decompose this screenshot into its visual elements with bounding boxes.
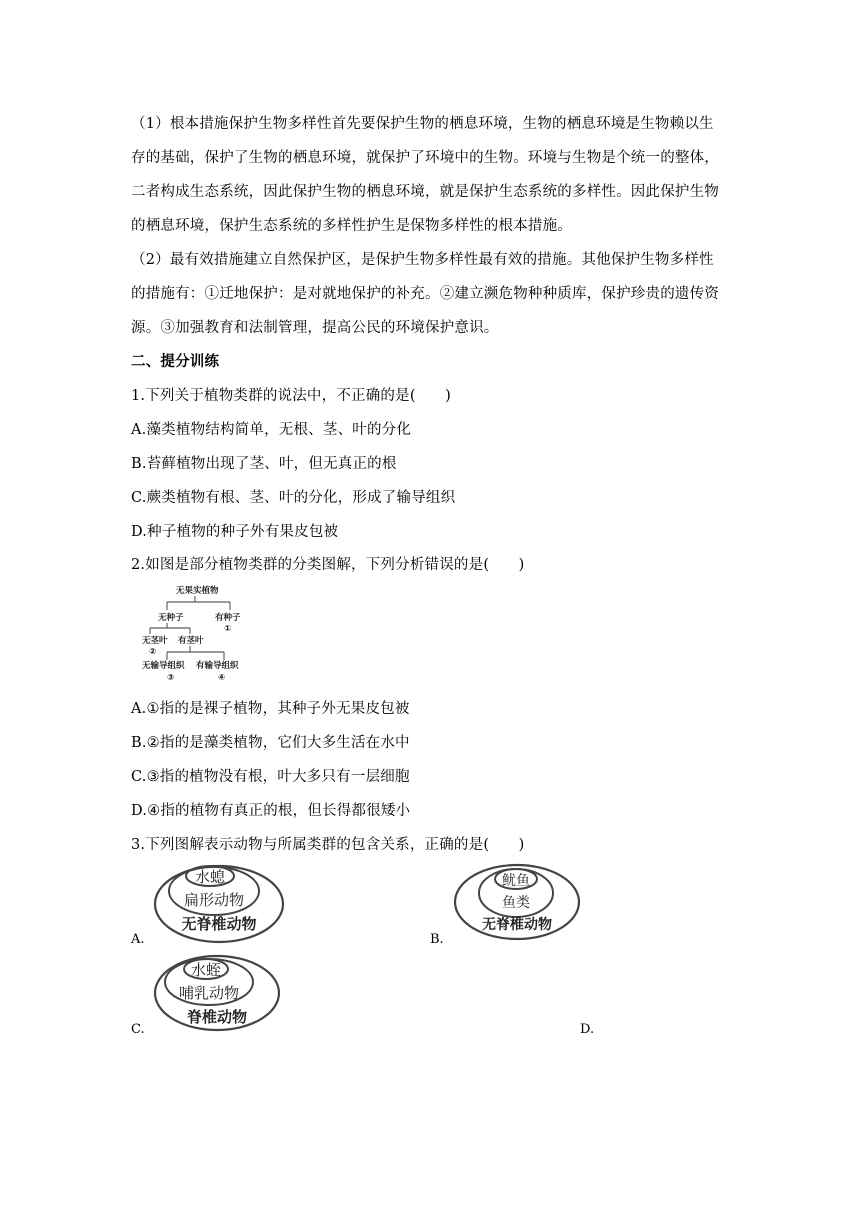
diagram-number-1: ①: [224, 624, 232, 634]
figure-c-middle-label: 哺乳动物: [178, 984, 240, 1002]
paragraph-line: （2）最有效措施建立自然保护区，是保护生物多样性最有效的措施。其他保护生物多样性: [131, 252, 714, 268]
diagram-no-stem-leaf-label: 无茎叶: [142, 636, 168, 646]
paragraph-line: 源。③加强教育和法制管理，提高公民的环境保护意识。: [131, 320, 499, 336]
question-3-stem: 3.下列图解表示动物与所属类群的包含关系，正确的是( ): [131, 837, 525, 853]
figure-a-option-label: A.: [131, 932, 145, 947]
figure-a-inner-label: 水螅: [194, 868, 226, 886]
diagram-has-vascular-label: 有输导组织: [196, 661, 239, 671]
paragraph-line: 的措施有：①迁地保护：是对就地保护的补充。②建立濒危物种种质库，保护珍贵的遗传资: [131, 286, 719, 302]
question-1-option-a: A.藻类植物结构简单，无根、茎、叶的分化: [131, 422, 412, 438]
figure-b-middle-label: 鱼类: [502, 895, 530, 911]
figure-c-inner-label: 水蛭: [190, 961, 222, 979]
question-2-option-b: B.②指的是藻类植物，它们大多生活在水中: [131, 735, 410, 751]
figure-a-outer-label: 无脊椎动物: [181, 915, 257, 933]
diagram-has-stem-leaf-label: 有茎叶: [178, 636, 204, 646]
question-1-option-d: D.种子植物的种子外有果皮包被: [131, 524, 339, 540]
figure-c-outer-label: 脊椎动物: [186, 1008, 248, 1026]
figure-d-option-label: D.: [580, 1022, 595, 1037]
question-2-option-c: C.③指的植物没有根，叶大多只有一层细胞: [131, 769, 410, 785]
figure-a-nested-ellipses: [152, 863, 286, 945]
diagram-no-seed-label: 无种子: [158, 613, 184, 623]
figure-b-option-label: B.: [430, 932, 444, 947]
figure-b-nested-ellipses: [452, 862, 582, 942]
figure-b-outer-label: 无脊椎动物: [482, 917, 552, 933]
question-2-option-d: D.④指的植物有真正的根，但长得都很矮小: [131, 803, 411, 819]
diagram-number-4: ④: [218, 673, 226, 683]
question-2-stem: 2.如图是部分植物类群的分类图解，下列分析错误的是( ): [131, 557, 525, 573]
paragraph-line: （1）根本措施保护生物多样性首先要保护生物的栖息环境，生物的栖息环境是生物赖以生: [131, 116, 714, 132]
figure-a-middle-label: 扁形动物: [183, 891, 245, 909]
diagram-number-3: ③: [167, 673, 175, 683]
question-1-option-c: C.蕨类植物有根、茎、叶的分化，形成了输导组织: [131, 490, 456, 506]
paragraph-line: 存的基础，保护了生物的栖息环境，就保护了环境中的生物。环境与生物是个统一的整体，: [131, 150, 719, 166]
question-1-stem: 1.下列关于植物类群的说法中，不正确的是( ): [131, 388, 451, 404]
diagram-number-2: ②: [149, 647, 157, 657]
paragraph-line: 二者构成生态系统，因此保护生物的栖息环境，就是保护生态系统的多样性。因此保护生物: [131, 184, 719, 200]
question-2-option-a: A.①指的是裸子植物，其种子外无果皮包被: [131, 701, 410, 717]
figure-b-inner-label: 鱿鱼: [502, 873, 530, 889]
figure-c-nested-ellipses: [152, 953, 282, 1033]
figure-c-option-label: C.: [131, 1022, 145, 1037]
section-title: 二、提分训练: [131, 353, 220, 370]
paragraph-line: 的栖息环境，保护生态系统的多样性护生是保物多样性的根本措施。: [131, 218, 572, 234]
question-1-option-b: B.苔藓植物出现了茎、叶，但无真正的根: [131, 456, 397, 472]
plant-classification-diagram: [138, 582, 256, 684]
diagram-has-seed-label: 有种子: [215, 613, 241, 623]
diagram-no-vascular-label: 无输导组织: [142, 661, 185, 671]
diagram-connector-lines: [150, 596, 230, 660]
diagram-root-label: 无果实植物: [176, 586, 219, 596]
